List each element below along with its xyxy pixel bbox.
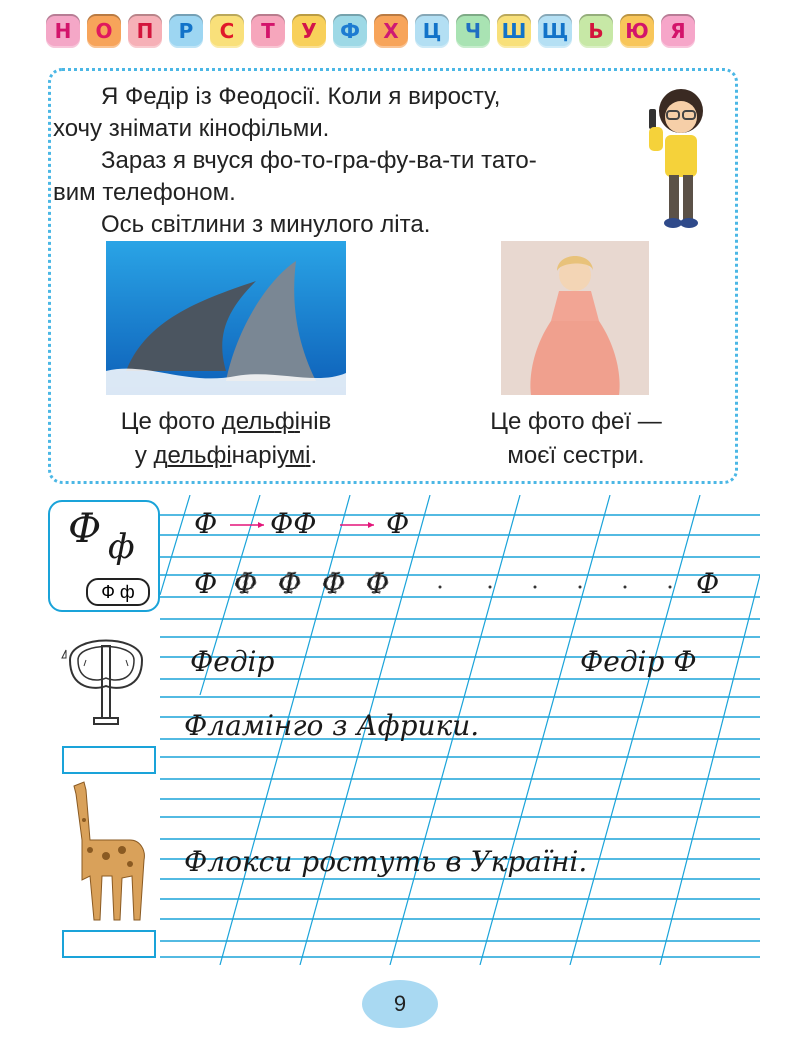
story-line-4: вим телефоном.	[53, 179, 236, 206]
alphabet-tile: Р	[169, 14, 203, 48]
cursive-row-1-a: Ф	[194, 507, 218, 540]
alphabet-tile: Ч	[456, 14, 490, 48]
svg-text:Ф: Ф	[322, 567, 346, 600]
story-line-2: хочу знімати кінофільми.	[53, 115, 330, 142]
alphabet-tile: У	[292, 14, 326, 48]
letter-card	[48, 500, 160, 612]
story-line-5: Ось світлини з минулого літа.	[101, 211, 431, 238]
handwriting-lines	[160, 495, 760, 965]
alphabet-tile: Т	[251, 14, 285, 48]
svg-text:Ф: Ф	[278, 567, 302, 600]
answer-box-2[interactable]	[62, 930, 156, 958]
girl-in-pink-dress-photo	[501, 241, 649, 395]
alphabet-tile: Ь	[579, 14, 613, 48]
story-line-1: Я Федір із Феодосії. Коли я виросту,	[101, 83, 501, 110]
trace-letters	[234, 567, 389, 600]
caption-dolphins: Це фото дельфінів у дельфінаріумі.	[120, 408, 332, 469]
giraffe-illustration	[60, 780, 156, 926]
cursive-row-2-end: Ф	[696, 567, 720, 600]
cursive-row-5: Флокси ростуть в Україні.	[184, 845, 588, 878]
alphabet-tile: Ю	[620, 14, 654, 48]
cursive-row-3-b: Федір Ф	[580, 645, 697, 678]
svg-text:Ф: Ф	[234, 567, 258, 600]
alphabet-tile: Щ	[538, 14, 572, 48]
cursive-row-2-start: Ф	[194, 567, 218, 600]
alphabet-strip	[46, 14, 695, 48]
cursive-row-3-a: Федір	[190, 645, 275, 678]
svg-text:ф: ф	[108, 527, 135, 567]
letter-label: Ф ф	[86, 578, 150, 606]
alphabet-tile: П	[128, 14, 162, 48]
cursive-row-1-c: Ф	[386, 507, 410, 540]
alphabet-tile: С	[210, 14, 244, 48]
alphabet-tile: О	[87, 14, 121, 48]
story-box	[48, 68, 738, 484]
page-number: 9	[362, 980, 438, 1028]
cursive-letter-sample	[50, 502, 158, 572]
boy-with-phone-illustration	[641, 81, 721, 231]
cursive-row-4: Фламінго з Африки.	[184, 709, 480, 742]
alphabet-tile: Ф	[333, 14, 367, 48]
caption-fairy: Це фото феї — моєї сестри.	[490, 408, 662, 469]
alphabet-tile: Н	[46, 14, 80, 48]
cursive-row-1-b: ФФ	[270, 507, 317, 540]
dolphins-photo	[106, 241, 346, 395]
alphabet-tile: Ш	[497, 14, 531, 48]
alphabet-tile: Я	[661, 14, 695, 48]
story-line-3: Зараз я вчуся фо-то-гра-фу-ва-ти тато-	[101, 147, 537, 174]
fountain-icon	[56, 630, 156, 742]
svg-text:Ф: Ф	[366, 567, 390, 600]
answer-box-1[interactable]	[62, 746, 156, 774]
alphabet-tile: Х	[374, 14, 408, 48]
svg-text:Ф: Ф	[68, 506, 102, 552]
alphabet-tile: Ц	[415, 14, 449, 48]
